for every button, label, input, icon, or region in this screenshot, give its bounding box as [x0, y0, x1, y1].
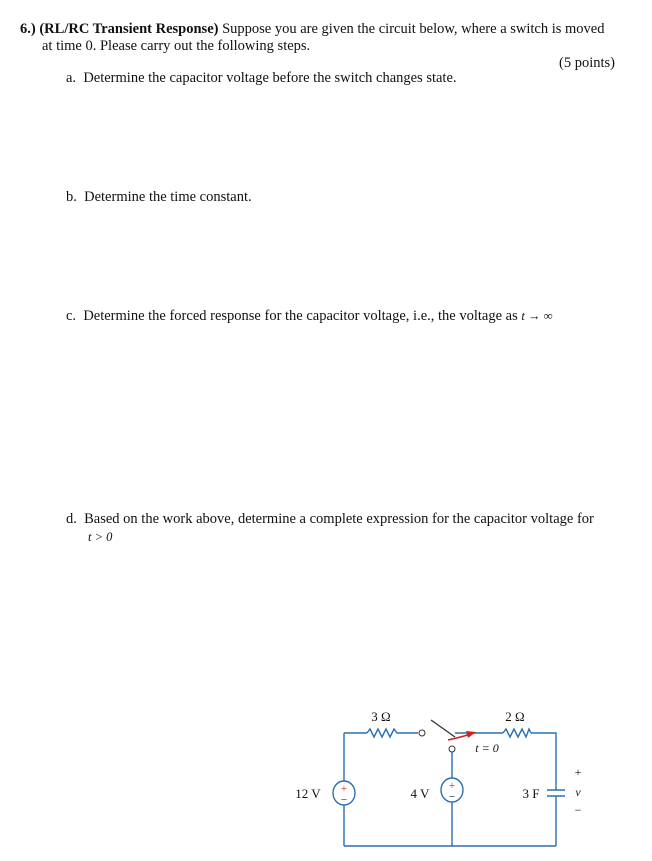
question-intro-line2: at time 0. Please carry out the following steps. [42, 38, 311, 54]
label-capacitor: 3 F [522, 786, 540, 801]
switch-terminal-bottom [449, 746, 455, 752]
resistor-2ohm [503, 729, 531, 737]
label-source-12v: 12 V [295, 786, 321, 801]
switch-blade [431, 720, 455, 737]
switch-arrowhead-icon [466, 731, 476, 738]
part-b-text: Determine the time constant. [84, 189, 252, 205]
question-number: 6.) [20, 21, 36, 37]
part-d-label: d. [66, 511, 77, 527]
source-4v-minus: − [448, 791, 456, 803]
resistor-3ohm [367, 729, 418, 737]
switch-terminal-left [419, 730, 425, 736]
question-intro-line1: Suppose you are given the circuit below, where a switch is moved [222, 21, 605, 37]
source-12v-minus: − [340, 794, 348, 806]
label-resistor-2ohm: 2 Ω [505, 709, 525, 724]
part-b-label: b. [66, 189, 77, 205]
part-c-text: Determine the forced response for the capacitor voltage, i.e., the voltage as [83, 308, 518, 324]
source-4v-plus: + [448, 780, 456, 792]
part-c-label: c. [66, 308, 77, 324]
part-a-label: a. [66, 70, 77, 86]
part-a-text: Determine the capacitor voltage before the switch changes state. [83, 70, 457, 86]
part-d-text: Based on the work above, determine a complete expression for the capacitor voltage for [84, 511, 594, 527]
label-resistor-3ohm: 3 Ω [371, 709, 391, 724]
question-title: (RL/RC Transient Response) [39, 21, 219, 37]
part-d-math: t > 0 [88, 530, 113, 544]
label-voltage-plus: + [574, 765, 582, 779]
label-voltage-v: v [575, 785, 581, 799]
label-voltage-minus: − [574, 803, 582, 817]
label-switch-time: t = 0 [475, 741, 499, 755]
label-source-4v: 4 V [410, 786, 430, 801]
question-points: (5 points) [559, 55, 615, 71]
wire-right-upper [531, 733, 556, 790]
part-c-math: t → ∞ [521, 309, 553, 323]
source-12v-plus: + [340, 783, 348, 795]
